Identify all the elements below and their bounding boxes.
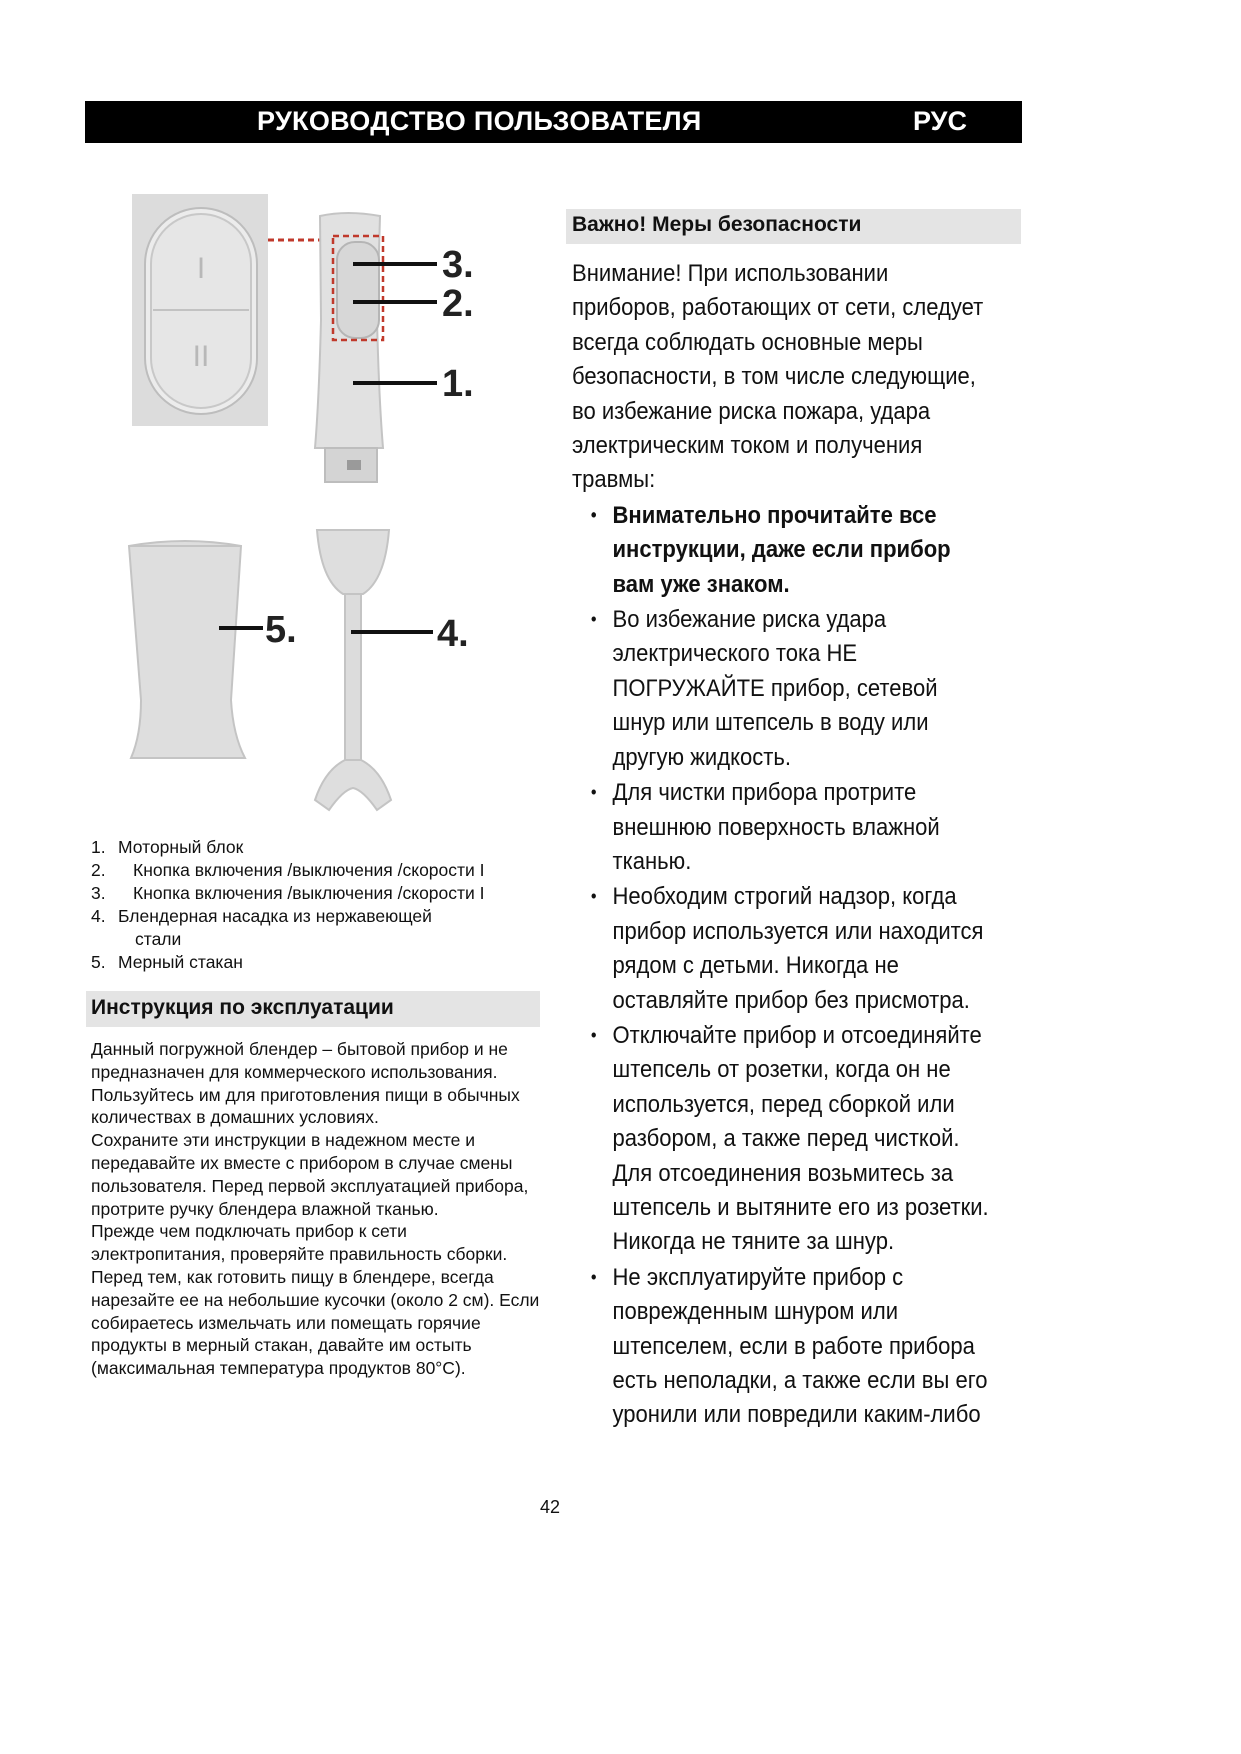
legend-item-continued — [91, 928, 541, 951]
safety-heading — [566, 209, 1021, 244]
measuring-cup — [129, 541, 245, 758]
safety-bullet — [572, 775, 995, 879]
callout-2: 2. — [442, 283, 474, 325]
button-mark-2: II — [192, 340, 210, 373]
legend-text: Мерный стакан — [118, 952, 243, 972]
bullet-icon: • — [590, 782, 597, 803]
page-number: 42 — [540, 1497, 561, 1517]
legend-item — [91, 882, 541, 905]
callout-4: 4. — [437, 613, 469, 655]
instructions-paragraph: Прежде чем подключать прибор к сети электропитания, проверяйте правильность сборки. Перед тем, как готовить пищу в блендере, всегда нарезайте ее на небольшие кусочки (около 2 см). Если собираетесь измельчать или помещать горячие продукты в мерный стакан, давайте им остыть (максимальная температура продуктов 80°C). — [91, 1221, 540, 1379]
safety-bullet-text: Во избежание риска удара электрического тока НЕ ПОГРУЖАЙТЕ прибор, сетевой шнур или штепсель в воду или другую жидкость. — [612, 606, 938, 771]
instructions-heading-text: Инструкция по эксплуатации — [91, 996, 394, 1019]
bullet-icon: • — [590, 504, 597, 525]
legend-text: Кнопка включения /выключения /скорости I — [133, 860, 485, 880]
product-diagram — [85, 180, 545, 830]
legend-number: 3. — [91, 883, 106, 903]
instructions-heading — [86, 991, 540, 1027]
instructions-paragraph: Сохраните эти инструкции в надежном месте и передавайте их вместе с прибором в случае смены пользователя. Перед первой эксплуатацией прибора, протрите ручку блендера влажной тканью. — [91, 1130, 529, 1219]
legend-number: 1. — [91, 837, 106, 857]
safety-bullet — [572, 1260, 995, 1433]
callout-3: 3. — [442, 244, 474, 286]
instructions-body — [91, 1038, 541, 1380]
legend-number: 5. — [91, 952, 106, 972]
legend-item — [91, 905, 541, 928]
bullet-icon: • — [590, 886, 597, 907]
legend-item — [91, 859, 541, 882]
safety-bullet — [572, 602, 995, 775]
bullet-icon: • — [590, 609, 597, 630]
safety-bullet-text: Внимательно прочитайте все инструкции, даже если прибор вам уже знаком. — [612, 501, 951, 598]
callout-1: 1. — [442, 363, 474, 405]
safety-bullet-text: Не эксплуатируйте прибор с поврежденным шнуром или штепселем, если в работе прибора есть неполадки, а также если вы его уронили или повредили каким-либо — [612, 1263, 988, 1429]
legend-item — [91, 836, 541, 859]
legend-item — [91, 951, 541, 974]
legend-text: Кнопка включения /выключения /скорости I — [133, 883, 485, 903]
blender-illustration — [85, 180, 545, 830]
safety-bullet — [572, 1018, 995, 1260]
safety-bullet — [572, 879, 995, 1018]
legend-text: Моторный блок — [118, 837, 244, 857]
bullet-icon: • — [590, 1024, 597, 1045]
safety-body — [572, 257, 995, 1433]
header-title: РУКОВОДСТВО ПОЛЬЗОВАТЕЛЯ — [257, 106, 702, 136]
legend-text: стали — [135, 929, 182, 949]
button-mark-1: I — [196, 252, 206, 285]
callout-5: 5. — [265, 609, 297, 651]
safety-bullet-text: Необходим строгий надзор, когда прибор используется или находится рядом с детьми. Никогда не оставляйте прибор без присмотра. — [612, 883, 984, 1014]
legend-number: 4. — [91, 906, 106, 926]
page-header — [85, 101, 1022, 143]
parts-legend — [91, 836, 541, 974]
motor-unit — [315, 213, 383, 482]
instructions-paragraph: Данный погружной блендер – бытовой прибор и не предназначен для коммерческого использования. Пользуйтесь им для приготовления пищи в обычных количествах в домашних условиях. — [91, 1039, 520, 1128]
safety-bullet-text: Отключайте прибор и отсоединяйте штепсель от розетки, когда он не используется, перед сборкой или разбором, а также перед чисткой. Для отсоединения возьмитесь за штепсель и вытяните его из розетки. Никогда не тяните за шнур. — [612, 1021, 989, 1256]
safety-bullet-text: Для чистки прибора протрите внешнюю поверхность влажной тканью. — [612, 779, 940, 875]
safety-bullet — [572, 498, 995, 602]
safety-intro: Внимание! При использовании приборов, работающих от сети, следует всегда соблюдать основные меры безопасности, в том числе следующие, во избежание риска пожара, удара электрическим током и получения травмы: — [572, 260, 984, 494]
header-language: РУС — [913, 106, 967, 136]
bullet-icon: • — [590, 1266, 597, 1287]
legend-number: 2. — [91, 860, 106, 880]
blender-attachment — [315, 530, 391, 810]
safety-heading-text: Важно! Меры безопасности — [572, 213, 862, 236]
button-panel — [132, 194, 268, 426]
legend-text: Блендерная насадка из нержавеющей — [118, 906, 432, 926]
